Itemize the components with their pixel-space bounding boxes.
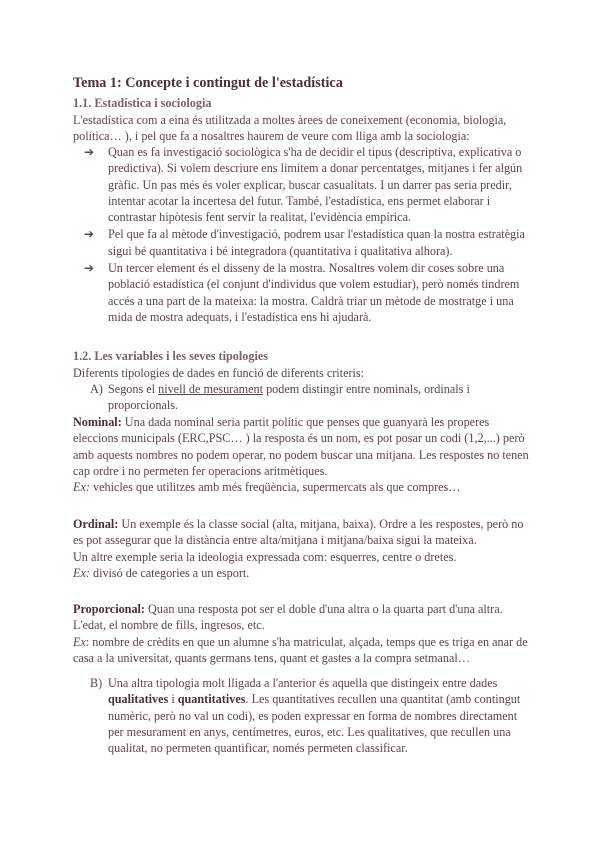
- nominal-paragraph: [73, 414, 535, 495]
- ordinal-text: Un exemple és la classe social (alta, mitjana, baixa). Ordre a les respostes, però no es pot assegurar que la distància entre alta/mitjana i mitjana/baixa sigui la mateixa.: [73, 517, 524, 548]
- list-item-text: Un tercer element és el disseny de la mostra. Nosaltres volem dir coses sobre una població estadística (el conjunt d'individus que volem estudiar), però només tindrem accés a una part de la mateixa: la mostra. Caldrà triar un mètode de mostratge i una mida de mostra adequats, i l'estadística ens hi ajudarà.: [108, 261, 520, 324]
- section-heading-1-1: 1.1. Estadística i sociologia: [73, 96, 212, 110]
- criteria-list-a: [73, 381, 535, 414]
- arrow-bullet-icon: ➔: [84, 261, 95, 276]
- ordinal-paragraph: [73, 516, 535, 581]
- item-b-text-start: Una altra tipologia molt lligada a l'anterior és aquella que distingeix entre dades: [108, 676, 498, 690]
- section-1-1-intro: L'estadística com a eina és utilitzada a moltes àrees de coneixement (economia, biologia, política… ), i pel que fa a nosaltres haurem de veure com lliga amb la sociologia:: [73, 113, 507, 144]
- arrow-bullet-icon: ➔: [84, 145, 95, 159]
- list-item-text: Quan es fa investigació sociològica s'ha de decidir el tipus (descriptiva, explicativa o predictiva). Si volem descriure ens limitem a donar percentatges, mitjanes i fer algún gràfic. Un pas més és voler explicar, buscar casualitats. I un darrer pas seria predir, intentar acotar la incertesa del futur. També, l'estadística, ens permet elaborar i contrastar hipòtesis fent servir la realitat, l'evidència empírica.: [108, 145, 523, 225]
- nominal-example: vehicles que utilitzes amb més freqüència, supermercats als que compres…: [89, 480, 461, 495]
- ordinal-label: Ordinal:: [73, 517, 119, 531]
- criteria-list-b: [73, 675, 535, 756]
- section-heading-1-2: 1.2. Les variables i les seves tipologies: [73, 349, 268, 363]
- arrow-bullet-icon: ➔: [84, 227, 95, 242]
- qualitatives-term: qualitatives: [108, 692, 169, 707]
- ordinal-line-2: Un altre exemple seria la ideologia expressada com: esquerres, centre o dretes.: [73, 549, 457, 564]
- section-1-2-intro: Diferents tipologies de dades en funció de diferents criteris:: [73, 366, 365, 380]
- proporcional-paragraph: [73, 601, 535, 666]
- item-a-text-end: podem distingir entre nominals, ordinals i proporcionals.: [108, 382, 470, 413]
- section-1-1-bullet-list: [73, 144, 535, 326]
- list-marker: B): [90, 676, 103, 690]
- nivell-de-mesurament-link[interactable]: nivell de mesurament: [158, 382, 264, 396]
- proporcional-label: Proporcional:: [73, 602, 145, 616]
- list-item: [73, 144, 535, 225]
- list-item: [73, 675, 535, 756]
- proporcional-example: : nombre de crèdits en que un alumne s'ha matriculat, alçada, temps que es triga en anar de casa a la universitat, quants germans tens, quant et gastes a la compra setmanal…: [73, 634, 528, 665]
- list-marker: A): [90, 382, 103, 396]
- item-b-conjunction: i: [168, 692, 178, 707]
- proporcional-line-2: L'edat, el nombre de fills, ingresos, etc.: [73, 618, 265, 633]
- list-item: [73, 226, 535, 259]
- document-title: Tema 1: Concepte i contingut de l'estadística: [73, 75, 343, 91]
- example-label: Ex:: [73, 565, 90, 580]
- example-label: Ex: [73, 634, 86, 649]
- item-a-text-start: Segons el: [108, 382, 159, 396]
- list-item: [73, 260, 535, 325]
- quantitatives-term: quantitatives: [177, 692, 246, 707]
- nominal-text: Una dada nominal seria partit polític que penses que guanyarà les properes eleccions municipals (ERC,PSC… ) la resposta és un nom, es pot posar un codi (1,2,...) però amb aquests nombres no podem operar, no podem buscar una mitjana. Les respostes no tenen cap ordre i no permeten fer operacions aritmètiques.: [73, 415, 529, 478]
- item-b-text-end: . Les quantitatives recullen una quantitat (amb contingut numèric, però no val un codi), es poden expressar en forma de nombres directament per mesurament en anys, centímetres, euros, etc. Les qualitatives, que recullen una qualitat, no permeten quantificar, només permeten classificar.: [108, 692, 521, 756]
- list-item-text: Pel que fa al mètode d'investigació, podrem usar l'estadística quan la nostra estratègia sigui bé quantitativa i bé integradora (quantitativa i qualitativa alhora).: [108, 227, 525, 258]
- proporcional-text: Quan una resposta pot ser el doble d'una altra o la quarta part d'una altra.: [145, 602, 503, 616]
- example-label: Ex:: [73, 480, 90, 495]
- nominal-label: Nominal:: [73, 415, 122, 429]
- ordinal-example: divisó de categories a un esport.: [89, 565, 250, 580]
- list-item: [73, 381, 535, 414]
